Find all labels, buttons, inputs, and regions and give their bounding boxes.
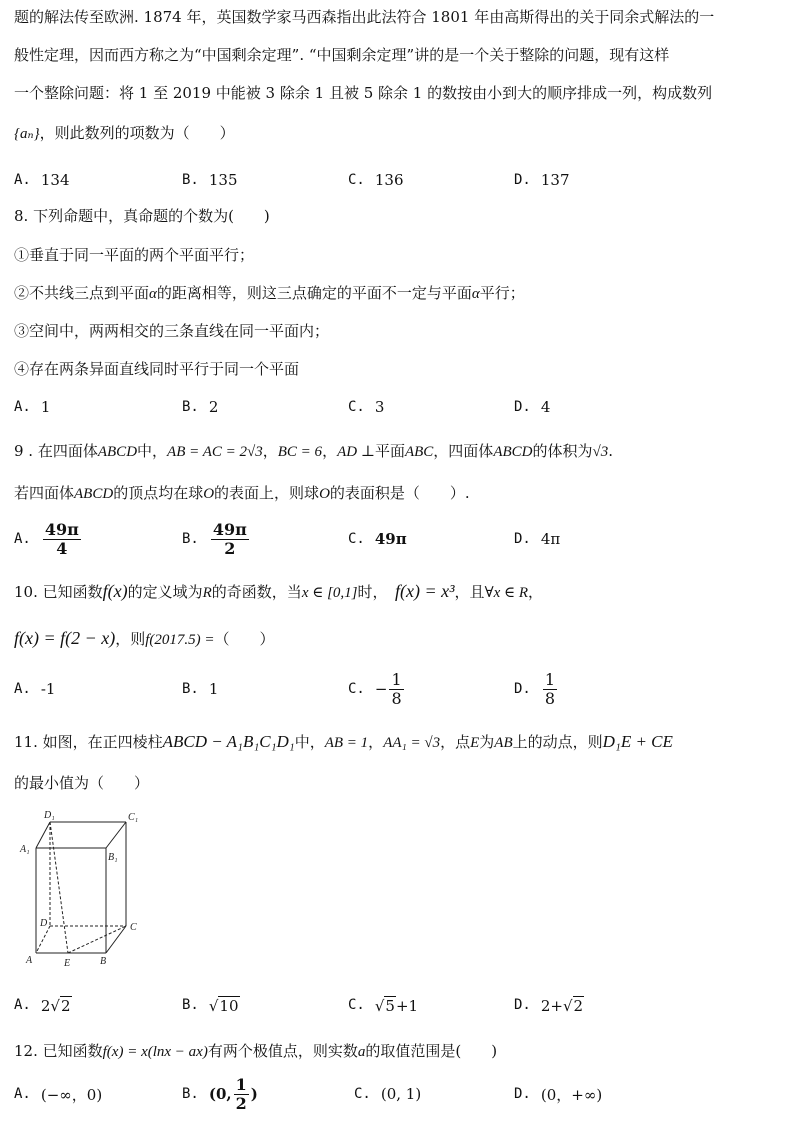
option-label: B.	[182, 172, 199, 188]
math-expression: ABCD	[74, 486, 114, 502]
q11-text: 中，	[294, 733, 325, 751]
q8-statement-2	[14, 282, 784, 305]
fraction	[543, 671, 557, 708]
label-c1: C₁	[128, 812, 139, 823]
label-a: A	[26, 955, 33, 966]
option-label: C.	[348, 681, 365, 697]
q9-text: ，四面体	[433, 442, 494, 460]
option-label: A.	[14, 1086, 31, 1102]
math-expression: BC = 6	[277, 444, 323, 460]
q10-text: ，	[528, 583, 544, 601]
q7-option-b[interactable]	[182, 160, 238, 200]
option-label: A.	[14, 531, 31, 547]
q10-text: ，则	[115, 630, 146, 648]
math-expression: AB	[494, 735, 513, 751]
q7-option-c[interactable]	[348, 160, 404, 200]
math-expression: ∀x ∈ R	[484, 585, 529, 601]
math-expression: f(x) = x(lnx − ax)	[102, 1044, 208, 1060]
math-expression: AB = AC = 2√3	[167, 444, 263, 460]
q12-option-d[interactable]	[514, 1072, 602, 1116]
coefficient: 2	[40, 996, 51, 1015]
option-value: 2	[208, 398, 219, 416]
statement-text: 的距离相等，则这三点确定的平面不一定与平面	[156, 284, 472, 302]
hidden-segment-ec	[68, 926, 126, 953]
radicand: 5	[385, 996, 395, 1015]
radicand: 2	[60, 996, 71, 1015]
option-label: C.	[348, 172, 365, 188]
denominator: 8	[391, 688, 402, 708]
q9-line-2	[14, 482, 784, 505]
math-expression: D₁E + CE	[602, 732, 673, 751]
math-expression: a	[357, 1044, 366, 1060]
q9-text: 的顶点均在球	[113, 484, 204, 502]
label-d1: D₁	[44, 810, 55, 821]
label-c: C	[130, 922, 137, 933]
math-expression: √3	[592, 444, 609, 460]
alpha-symbol: α	[149, 286, 157, 302]
q9-option-d[interactable]	[514, 516, 560, 562]
math-expression: ABCD − A₁B₁C₁D₁	[162, 732, 295, 751]
q8-option-d[interactable]	[514, 387, 550, 427]
q9-text: 的体积为	[532, 442, 593, 460]
q11-text: ，	[368, 733, 384, 751]
q7-line-4	[14, 122, 784, 145]
q11-line-1	[14, 731, 784, 754]
q10-option-c[interactable]	[348, 666, 406, 712]
statement-text: 平行；	[479, 284, 525, 302]
option-label: B.	[182, 681, 199, 697]
q10-text: 的定义域为	[127, 583, 203, 601]
q11-text: 11. 如图，在正四棱柱	[14, 733, 163, 751]
math-expression: f(x) = x³	[395, 581, 455, 601]
option-value: 137	[540, 171, 570, 189]
math-expression: x ∈ [0,1]	[301, 585, 358, 601]
coefficient: 2+	[540, 996, 563, 1015]
fraction	[211, 521, 249, 558]
edge-c1b1	[106, 822, 126, 848]
radicand: 2	[573, 996, 584, 1015]
q7-line-4-text: ，则此数列的项数为（ ）	[39, 124, 235, 142]
option-value: (−∞，0)	[40, 1085, 103, 1104]
q8-option-b[interactable]	[182, 387, 218, 427]
q11-option-a[interactable]	[14, 985, 72, 1025]
numerator: 49π	[44, 519, 79, 539]
q9-line-1	[14, 440, 784, 463]
denominator: 2	[235, 1093, 247, 1113]
math-expression: AD ⊥	[337, 444, 375, 460]
q9-text: 若四面体	[14, 484, 75, 502]
minus-sign: −	[374, 680, 388, 698]
q8-option-a[interactable]	[14, 387, 50, 427]
q10-options	[14, 666, 784, 712]
math-expression: ABC	[404, 444, 434, 460]
q10-text: 10. 已知函数	[14, 583, 103, 601]
q8-statement-1: ①垂直于同一平面的两个平面平行；	[14, 246, 255, 264]
fraction	[234, 1076, 249, 1113]
q12-option-c[interactable]	[354, 1072, 421, 1116]
option-label: B.	[182, 1086, 199, 1102]
q12-text: 的取值范围是( )	[365, 1042, 498, 1060]
option-label: D.	[514, 997, 531, 1013]
math-expression: f(x) = f(2 − x)	[14, 628, 116, 648]
label-b: B	[100, 956, 107, 967]
option-label: D.	[514, 172, 531, 188]
option-label: B.	[182, 399, 199, 415]
math-expression: ABCD	[493, 444, 533, 460]
edge-bc	[106, 926, 126, 953]
q12-text: 12. 已知函数	[14, 1042, 103, 1060]
radicand: 10	[219, 996, 239, 1015]
alpha-symbol: α	[471, 286, 480, 302]
label-b1: B₁	[108, 852, 118, 863]
q9-text: 平面	[374, 442, 405, 460]
interval-close: )	[250, 1085, 258, 1103]
option-label: A.	[14, 172, 31, 188]
numerator: 1	[235, 1074, 247, 1094]
q10-text: 时，	[357, 583, 381, 601]
q10-option-d[interactable]	[514, 666, 559, 712]
option-value: 1	[208, 680, 219, 698]
radical-expression: √ 5 +1	[374, 996, 419, 1015]
q10-text: 的奇函数，当	[211, 583, 302, 601]
option-value: 49π	[374, 530, 407, 548]
option-value: 135	[208, 171, 238, 189]
q9-text: ，	[322, 442, 338, 460]
q11-text: 为	[479, 733, 495, 751]
option-value: (0, 1)	[380, 1085, 422, 1103]
q9-text: ，	[262, 442, 278, 460]
label-a1: A₁	[20, 844, 30, 855]
denominator: 8	[544, 688, 556, 708]
q9-text: 的表面上，则球	[214, 484, 320, 502]
denominator: 4	[56, 538, 68, 558]
option-label: C.	[348, 399, 365, 415]
q8-stem: 8. 下列命题中，真命题的个数为( )	[14, 207, 270, 225]
option-value: 136	[374, 171, 404, 189]
option-label: A.	[14, 681, 31, 697]
math-expression: E	[470, 735, 480, 751]
statement-text: ②不共线三点到平面	[14, 284, 150, 302]
math-expression: O	[319, 486, 330, 502]
q10-text: ，且	[454, 583, 485, 601]
q11-option-b[interactable]	[182, 985, 240, 1025]
q9-option-a[interactable]	[14, 516, 83, 562]
option-value: 134	[40, 171, 70, 189]
option-value: 4π	[540, 530, 561, 548]
q8-options	[14, 387, 784, 427]
numerator: 1	[391, 669, 402, 689]
label-e: E	[64, 958, 71, 968]
q12-line-1	[14, 1040, 784, 1063]
option-label: B.	[182, 997, 199, 1013]
q8-statement-4: ④存在两条异面直线同时平行于同一个平面	[14, 360, 300, 378]
math-expression: f(x)	[102, 581, 128, 601]
option-label: D.	[514, 681, 531, 697]
q9-text: 9 . 在四面体	[14, 442, 98, 460]
q12-option-b[interactable]	[182, 1072, 258, 1116]
q9-option-b[interactable]	[182, 516, 251, 562]
option-label: C.	[348, 531, 365, 547]
radical-expression: 2+ √ 2	[540, 996, 584, 1015]
option-value: (0，+∞)	[540, 1085, 603, 1104]
label-d: D	[40, 918, 48, 929]
numerator: 1	[544, 669, 556, 689]
q11-text: ，点	[440, 733, 471, 751]
option-value: 4	[540, 398, 551, 416]
fraction	[389, 671, 403, 708]
option-label: A.	[14, 399, 31, 415]
math-expression: O	[203, 486, 215, 502]
math-expression: AB = 1	[324, 735, 369, 751]
q12-options	[14, 1072, 784, 1116]
q10-option-b[interactable]	[182, 666, 218, 712]
prism-figure	[18, 808, 158, 968]
q7-line-3: 一个整除问题：将 1 至 2019 中能被 3 除余 1 且被 5 除余 1 的数按由小到大的顺序排成一列，构成数列	[14, 84, 713, 102]
denominator: 2	[224, 538, 236, 558]
q9-text: .	[608, 442, 614, 460]
addend: +1	[395, 996, 419, 1015]
q10-line-1	[14, 580, 784, 604]
q7-option-a[interactable]	[14, 160, 70, 200]
q11-line-2: 的最小值为（ ）	[14, 774, 150, 792]
option-label: B.	[182, 531, 199, 547]
q11-text: 上的动点，则	[512, 733, 603, 751]
option-value: -1	[40, 680, 56, 698]
sequence-symbol: {aₙ}	[14, 126, 40, 142]
q12-text: 有两个极值点，则实数	[207, 1042, 358, 1060]
option-label: D.	[514, 531, 531, 547]
q9-text: 中，	[137, 442, 168, 460]
q8-statement-3: ③空间中，两两相交的三条直线在同一平面内；	[14, 322, 330, 340]
q9-option-c[interactable]	[348, 516, 407, 562]
hidden-segment-d1e	[50, 822, 68, 953]
interval-open: (0,	[208, 1085, 232, 1103]
numerator: 49π	[212, 519, 247, 539]
option-label: A.	[14, 997, 31, 1013]
option-value: 3	[374, 398, 385, 416]
q8-option-c[interactable]	[348, 387, 384, 427]
q10-line-2	[14, 627, 784, 651]
q7-line-2: 般性定理，因而西方称之为“中国剩余定理”. “中国剩余定理”讲的是一个关于整除的问题，现有这样	[14, 46, 670, 64]
option-value: 1	[40, 398, 51, 416]
option-label: C.	[354, 1086, 371, 1102]
q9-text: 的表面积是（ ）.	[329, 484, 470, 502]
radical-expression: √ 10	[208, 996, 239, 1015]
q10-text: （ ）	[214, 630, 275, 648]
option-label: D.	[514, 399, 531, 415]
q11-option-d[interactable]	[514, 985, 584, 1025]
radical-expression: 2 √ 2	[40, 996, 71, 1015]
math-expression: R	[202, 585, 212, 601]
math-expression: f(2017.5) =	[145, 632, 215, 648]
math-expression: AA₁ = √3	[383, 735, 441, 751]
option-label: D.	[514, 1086, 531, 1102]
q12-option-a[interactable]	[14, 1072, 102, 1116]
q7-options	[14, 160, 784, 200]
q10-option-a[interactable]	[14, 666, 55, 712]
hidden-edge-da	[36, 926, 50, 953]
edge-d1a1	[36, 822, 50, 848]
option-label: C.	[348, 997, 365, 1013]
q9-options	[14, 516, 784, 562]
fraction	[43, 521, 81, 558]
q7-line-1: 题的解法传至欧洲. 1874 年，英国数学家马西森指出此法符合 1801 年由高斯得出的关于同余式解法的一	[14, 8, 715, 26]
math-expression: ABCD	[97, 444, 138, 460]
q7-option-d[interactable]	[514, 160, 570, 200]
q11-options	[14, 985, 784, 1025]
q11-option-c[interactable]	[348, 985, 418, 1025]
